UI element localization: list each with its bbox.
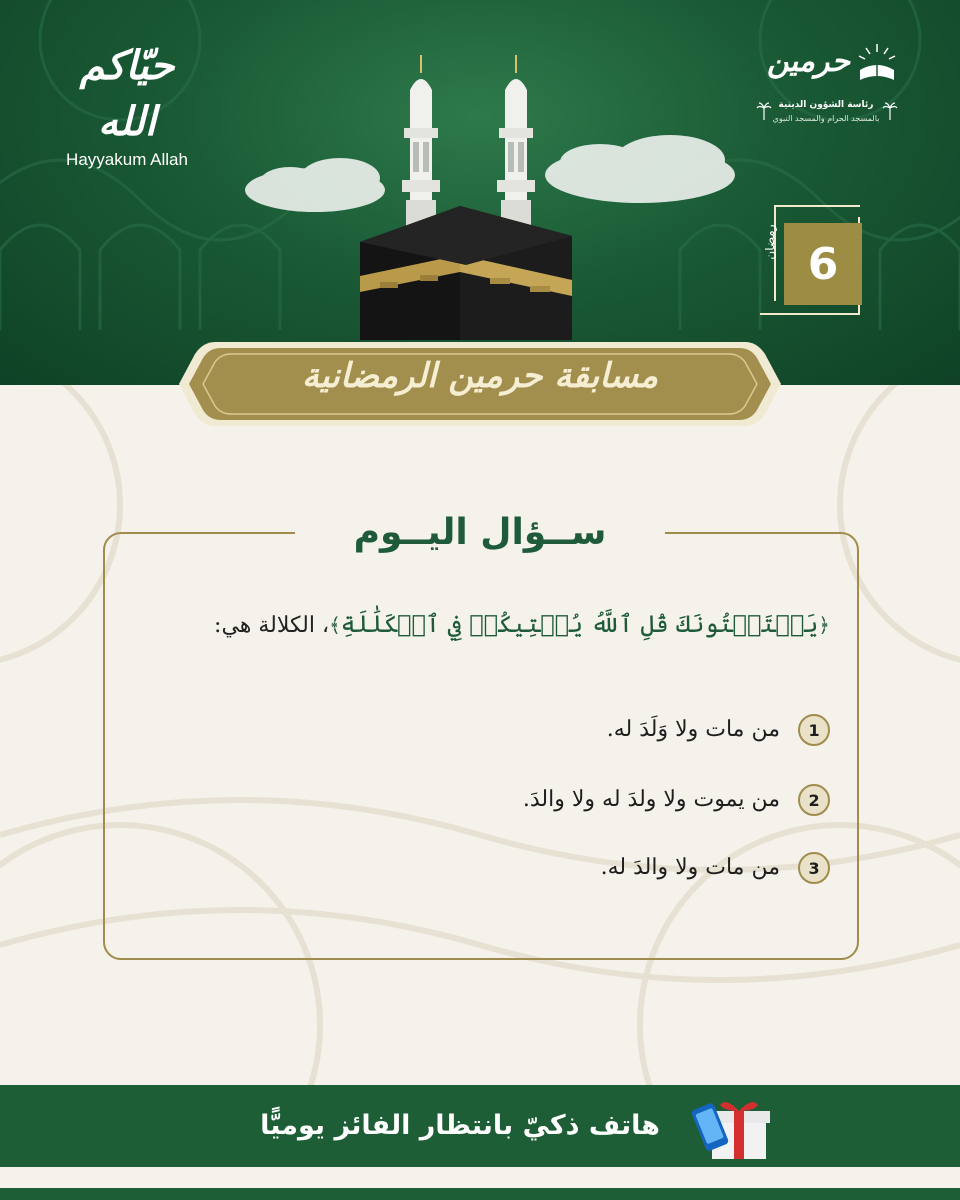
logo-arabic-text: حيّاكم الله xyxy=(79,42,175,145)
header xyxy=(0,0,960,385)
question-text xyxy=(130,604,830,646)
presidency-line1: رئاسة الشؤون الدينية xyxy=(778,100,874,110)
question-stem: ، الكلالة هي: xyxy=(214,613,330,638)
palm-swords-icon-right xyxy=(882,102,898,120)
option-text: من يموت ولا ولدَ له ولا والدَ. xyxy=(522,787,780,812)
quran-verse: يَسۡتَفۡتُونَكَ قُلِ ٱللَّهُ يُفۡتِيكُمۡ فِي ٱلۡكَلَٰلَةِ xyxy=(340,610,819,638)
question-of-the-day-title: ســؤال اليــوم xyxy=(295,505,665,561)
verse-close-bracket: ﴾ xyxy=(329,613,341,637)
hayyakum-allah-logo xyxy=(52,38,202,170)
kaaba-minarets-illustration xyxy=(230,50,770,350)
presidency-line2: بالمسجد الحرام والمسجد النبوي xyxy=(772,114,880,123)
answer-option-1[interactable] xyxy=(300,710,830,750)
option-number-badge: 3 xyxy=(798,852,830,884)
banner-title: مسابقة حرمين الرمضانية xyxy=(301,356,659,396)
ramadan-day-badge xyxy=(760,205,870,315)
logo-english-text: Hayyakum Allah xyxy=(66,150,188,169)
day-number: 6 xyxy=(807,238,839,290)
quran-emblem-icon xyxy=(852,40,902,90)
day-label: رمضان xyxy=(763,224,777,260)
kaaba xyxy=(360,206,572,340)
answer-option-3[interactable] xyxy=(300,848,830,888)
option-number-badge: 2 xyxy=(798,784,830,816)
option-text: من مات ولا والدَ له. xyxy=(600,855,780,880)
competition-banner xyxy=(175,338,785,430)
prize-footer xyxy=(0,1085,960,1167)
gift-phone-icon xyxy=(690,1093,780,1163)
option-text: من مات ولا وَلَدَ له. xyxy=(606,717,780,742)
cloud-right xyxy=(545,135,735,203)
prize-text: هاتف ذكيّ بانتظار الفائز يوميًّا xyxy=(260,1110,660,1141)
minaret-left xyxy=(402,55,440,230)
cloud-left xyxy=(245,158,385,212)
next-slide-edge xyxy=(0,1188,960,1200)
day-number-box xyxy=(784,223,862,305)
verse-open-bracket: ﴿ xyxy=(818,613,830,637)
haramain-name: حرمين xyxy=(766,44,850,79)
answer-option-2[interactable] xyxy=(300,780,830,820)
option-number-badge: 1 xyxy=(798,714,830,746)
minaret-right xyxy=(497,55,535,230)
